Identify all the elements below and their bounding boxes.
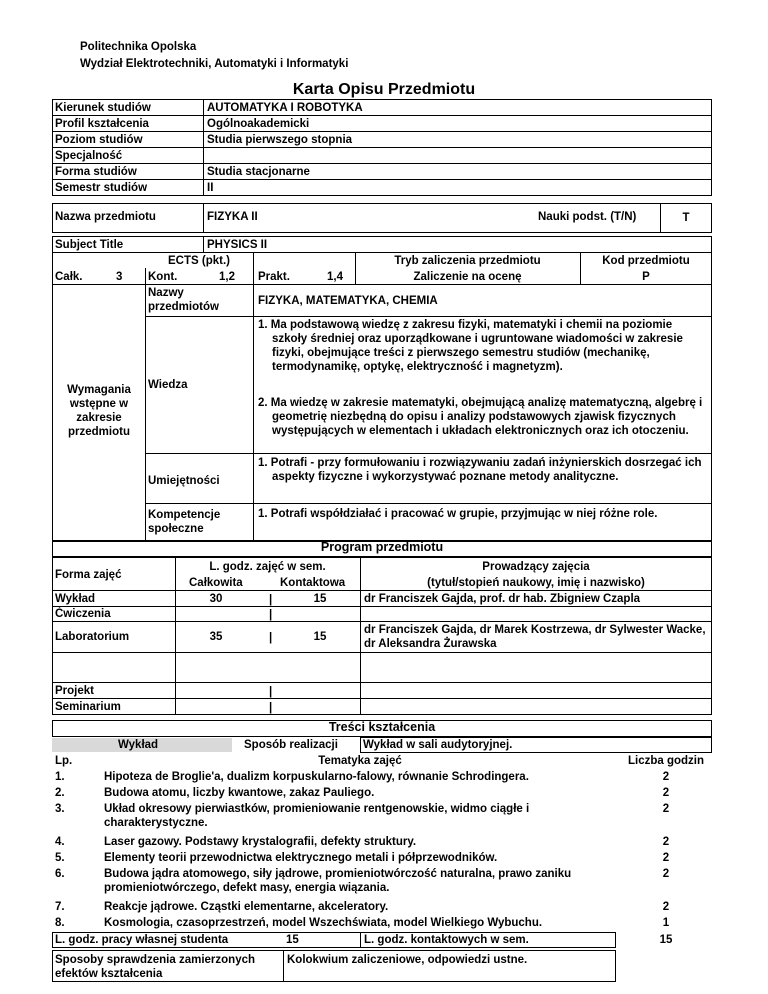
topic-hours: 2 xyxy=(662,836,670,848)
contact-hours: 15 xyxy=(659,934,673,946)
form-label: Forma zajęć xyxy=(55,569,122,581)
topic-lp: 7. xyxy=(55,901,65,913)
prereq-names-label: Nazwy przedmiotów xyxy=(148,287,219,313)
topic-hours: 1 xyxy=(662,917,670,929)
wiedza-item: 2. Ma wiedzę w zakresie matematyki, obejmującą analizę matematyczną, algebrę i geometrię niezbędną do opisu i analizy podstawowych zjawisk fizycznych występujących w elementach i układach elektronicznych oraz ich otoczeniu. xyxy=(258,397,703,437)
form-row-sep: | xyxy=(269,686,273,698)
ects-total: 3 xyxy=(116,271,123,283)
komp-item: 1. Potrafi współdziałać i pracować w grupie, przyjmując w niej różne role. xyxy=(258,508,658,520)
form-row-lecturer: dr Franciszek Gajda, dr Marek Kostrzewa, dr Sylwester Wacke, dr Aleksandra Żurawska xyxy=(364,624,706,650)
verification-value: Kolokwium zaliczeniowe, odpowiedzi ustne. xyxy=(287,954,528,966)
topic-lp: 1. xyxy=(55,771,65,783)
info-label: Specjalność xyxy=(55,150,123,162)
form-row-contact: 15 xyxy=(313,631,327,643)
topic-text: Układ okresowy pierwiastków, promieniowanie rentgenowskie, widmo ciągłe i charakterystyczne. xyxy=(104,803,530,829)
topic-text: Budowa jądra atomowego, siły jądrowe, promieniotwórczość naturalna, prawo zaniku promieniotwórczego, defekt masy, energia wiązania. xyxy=(104,868,572,894)
form-row-sep: | xyxy=(269,609,273,621)
ects-kont-label: Kont. xyxy=(148,271,178,283)
self-study-hours: 15 xyxy=(286,934,299,946)
prereq-title: Wymagania wstępne w zakresie przedmiotu xyxy=(67,384,131,438)
umiej-item: 1. Potrafi - przy formułowaniu i rozwiązywaniu zadań inżynierskich dosrzegać ich aspekty fizyczne i wykorzystywać poznane metody analityczne. xyxy=(258,457,702,483)
form-row-total: 35 xyxy=(209,631,223,643)
topic-lp: 2. xyxy=(55,787,65,799)
topic-lp: 3. xyxy=(55,803,65,815)
topic-text: Budowa atomu, liczby kwantowe, zakaz Pauliego. xyxy=(104,787,375,799)
info-label: Semestr studiów xyxy=(55,182,148,194)
contact-hours-label: L. godz. kontaktowych w sem. xyxy=(364,934,529,946)
faculty-name: Wydział Elektrotechniki, Automatyki i Informatyki xyxy=(80,58,349,70)
form-row-label: Laboratorium xyxy=(55,631,130,643)
form-row-total: 30 xyxy=(209,593,223,605)
form-row-sep: | xyxy=(269,594,273,606)
method-value: Wykład w sali audytoryjnej. xyxy=(363,739,513,751)
topic-text: Laser gazowy. Podstawy krystalografii, defekty struktury. xyxy=(104,836,417,848)
komp-label: Kompetencje społeczne xyxy=(148,509,221,535)
umiej-label: Umiejętności xyxy=(148,475,220,487)
course-code-label: Kod przedmiotu xyxy=(602,255,690,267)
credit-mode: Zaliczenie na ocenę xyxy=(413,271,522,283)
topic-lp: 5. xyxy=(55,852,65,864)
form-row-sep: | xyxy=(269,632,273,644)
form-row-contact: 15 xyxy=(313,593,327,605)
form-row-label: Ćwiczenia xyxy=(55,608,111,620)
info-value: Ogólnoakademicki xyxy=(207,118,310,130)
lp-label: Lp. xyxy=(55,755,73,767)
ects-total-label: Całk. xyxy=(55,271,83,283)
credit-mode-label: Tryb zaliczenia przedmiotu xyxy=(394,255,541,267)
course-code: P xyxy=(642,271,650,283)
ects-kont: 1,2 xyxy=(219,271,235,283)
page-title: Karta Opisu Przedmiotu xyxy=(292,81,476,98)
form-row-lecturer: dr Franciszek Gajda, prof. dr hab. Zbigniew Czapla xyxy=(364,593,641,605)
prereq-names: FIZYKA, MATEMATYKA, CHEMIA xyxy=(258,295,438,307)
topic-hours: 2 xyxy=(662,852,670,864)
lecturer-label: Prowadzący zajęcia xyxy=(482,561,590,573)
topic-hours: 2 xyxy=(662,901,670,913)
hours-contact-label: Kontaktowa xyxy=(280,577,346,589)
ects-prakt: 1,4 xyxy=(327,271,343,283)
topic-hours-label: Liczba godzin xyxy=(627,755,705,767)
topic-label: Tematyka zajęć xyxy=(318,755,402,767)
info-value: II xyxy=(207,182,214,194)
topic-text: Hipoteza de Broglie'a, dualizm korpuskularno-falowy, równanie Schrodingera. xyxy=(104,771,529,783)
ects-prakt-label: Prakt. xyxy=(258,271,290,283)
topic-hours: 2 xyxy=(662,787,670,799)
topic-hours: 2 xyxy=(662,868,670,880)
subject-title-label: Subject Title xyxy=(55,239,124,251)
form-row-label: Seminarium xyxy=(55,701,121,713)
self-study-label: L. godz. pracy własnej studenta xyxy=(55,934,229,946)
ects-label: ECTS (pkt.) xyxy=(168,255,230,267)
topic-text: Elementy teorii przewodnictwa elektrycznego metali i półprzewodników. xyxy=(104,852,498,864)
wiedza-item: 1. Ma podstawową wiedzę z zakresu fizyki, matematyki i chemii na poziomie szkoły średniej oraz uporządkowane i ugruntowane wiadomości w zakresie fizyki, obejmujące treści z pierwszego semestru studiów (mechanikę, termodynamikę, optykę, elektryczność i magnetyzm). xyxy=(258,319,683,373)
form-row-sep: | xyxy=(269,702,273,714)
info-value: Studia stacjonarne xyxy=(207,166,310,178)
hours-total-label: Całkowita xyxy=(189,577,243,589)
program-title: Program przedmiotu xyxy=(320,540,444,554)
topic-lp: 8. xyxy=(55,917,65,929)
basic-sciences-value: T xyxy=(682,212,690,224)
info-label: Forma studiów xyxy=(55,166,137,178)
content-title: Treści kształcenia xyxy=(328,720,436,734)
form-row-label: Wykład xyxy=(55,593,96,605)
info-label: Profil kształcenia xyxy=(55,118,149,130)
subject-name: FIZYKA II xyxy=(207,211,258,223)
lecturer-sub: (tytuł/stopień naukowy, imię i nazwisko) xyxy=(427,577,645,589)
info-label: Kierunek studiów xyxy=(55,102,151,114)
topic-lp: 4. xyxy=(55,836,65,848)
info-value: Studia pierwszego stopnia xyxy=(207,134,353,146)
verification-label: Sposoby sprawdzenia zamierzonych efektów kształcenia xyxy=(55,954,256,980)
hours-label: L. godz. zajęć w sem. xyxy=(209,561,326,573)
topic-text: Reakcje jądrowe. Cząstki elementarne, akceleratory. xyxy=(104,901,389,913)
topic-lp: 6. xyxy=(55,868,65,880)
form-row-label: Projekt xyxy=(55,685,94,697)
method-label: Sposób realizacji xyxy=(244,739,338,751)
wiedza-label: Wiedza xyxy=(148,379,188,391)
subject-title: PHYSICS II xyxy=(207,239,268,251)
basic-sciences-label: Nauki podst. (T/N) xyxy=(538,211,637,223)
topic-hours: 2 xyxy=(662,803,670,815)
content-type: Wykład xyxy=(118,739,159,751)
topic-hours: 2 xyxy=(662,771,670,783)
subject-name-label: Nazwa przedmiotu xyxy=(55,211,156,223)
info-value: AUTOMATYKA I ROBOTYKA xyxy=(207,102,363,114)
topic-text: Kosmologia, czasoprzestrzeń, model Wszechświata, model Wielkiego Wybuchu. xyxy=(104,917,543,929)
university-name: Politechnika Opolska xyxy=(80,41,197,53)
info-label: Poziom studiów xyxy=(55,134,143,146)
